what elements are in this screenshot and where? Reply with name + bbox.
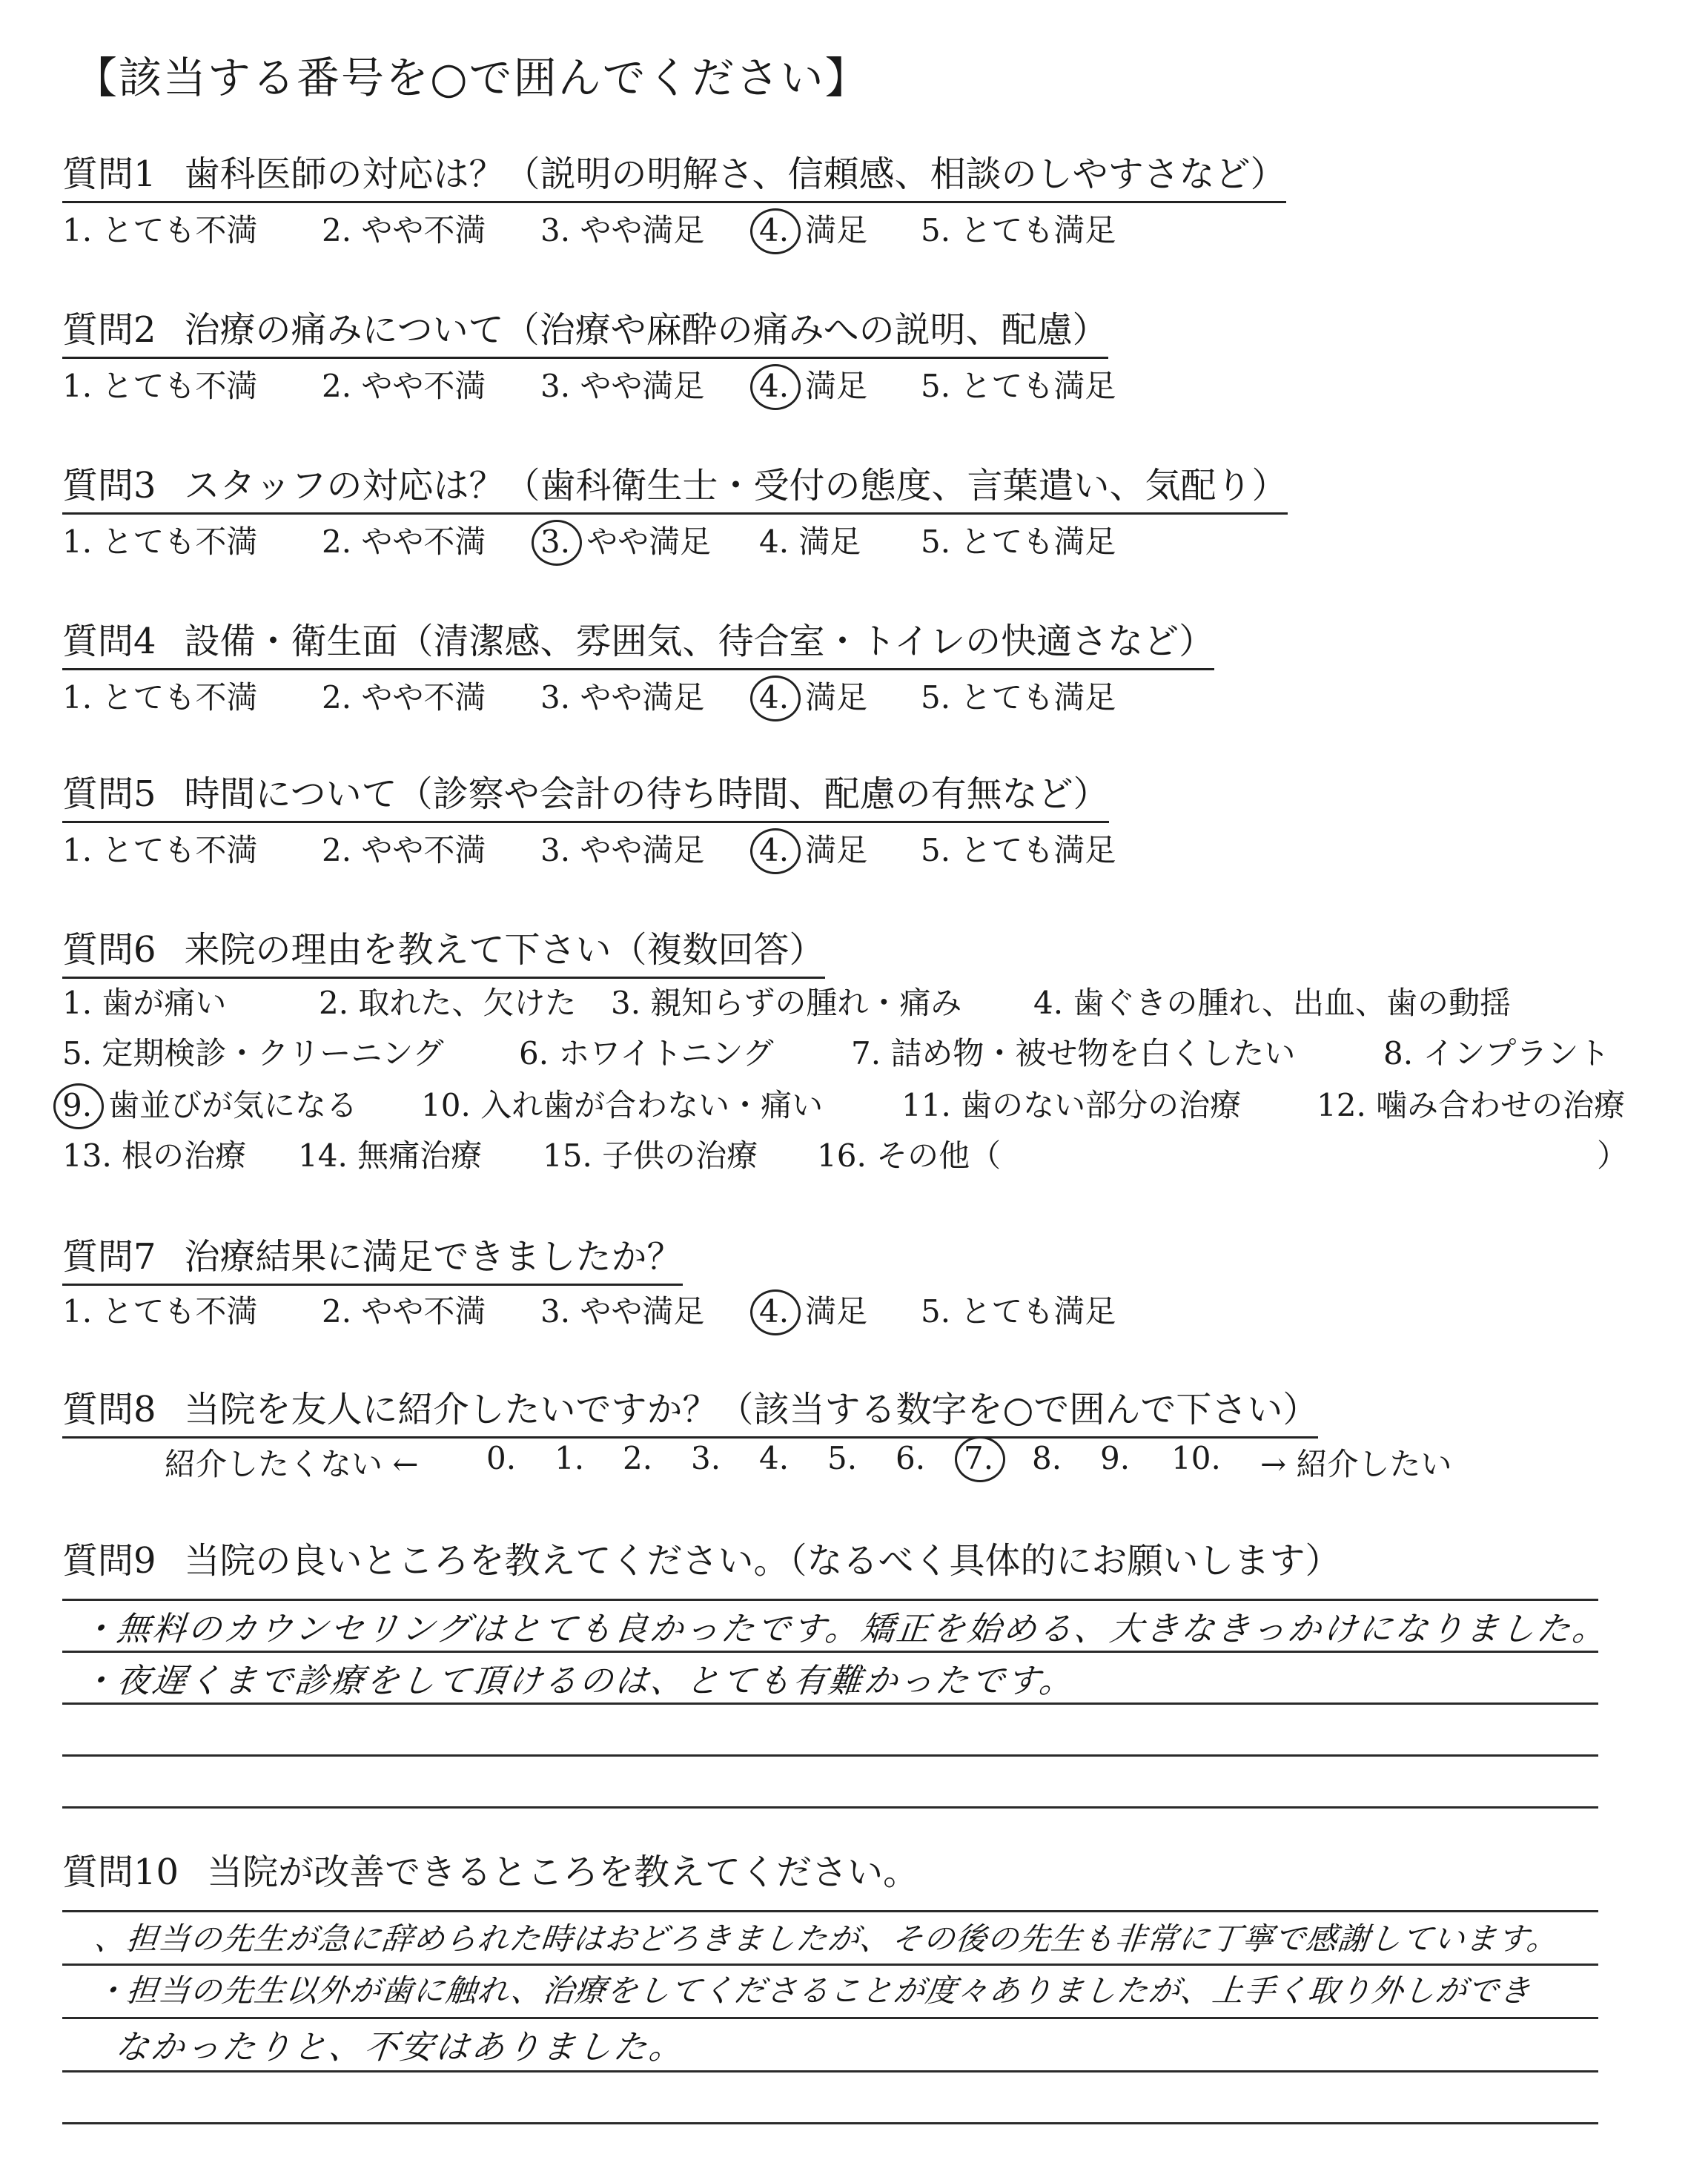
scale-2[interactable]: 2. bbox=[623, 1440, 653, 1476]
option-3[interactable]: 3. やや満足 bbox=[540, 832, 705, 868]
scale-4[interactable]: 4. bbox=[759, 1440, 790, 1476]
answer-line bbox=[62, 2017, 1598, 2019]
question-number: 質問1 bbox=[62, 153, 156, 195]
question-text: 当院を友人に紹介したいですか？（該当する数字を○で囲んで下さい） bbox=[184, 1389, 1319, 1430]
option-1[interactable]: 1. とても不満 bbox=[62, 212, 258, 248]
reason-14[interactable]: 14. 無痛治療 bbox=[298, 1137, 483, 1174]
scale-7-circled[interactable] bbox=[964, 1440, 1010, 1476]
answer-line bbox=[62, 1651, 1598, 1653]
scale-9[interactable]: 9. bbox=[1100, 1440, 1131, 1476]
reason-6[interactable]: 6. ホワイトニング bbox=[519, 1035, 774, 1071]
selected-number: 3. bbox=[540, 524, 571, 560]
option-1[interactable]: 1. とても不満 bbox=[62, 524, 258, 560]
selected-number: 4. bbox=[759, 212, 790, 248]
answer-line bbox=[62, 1964, 1598, 1966]
question-text: 治療の痛みについて（治療や麻酔の痛みへの説明、配慮） bbox=[184, 309, 1108, 351]
option-5[interactable]: 5. とても満足 bbox=[921, 524, 1116, 560]
question-5-heading bbox=[62, 765, 1109, 823]
option-4-circled[interactable] bbox=[759, 826, 867, 871]
reason-1[interactable]: 1. 歯が痛い bbox=[62, 985, 227, 1021]
answer-10-line-3[interactable]: なかったりと、不安はありました。 bbox=[113, 2027, 687, 2067]
option-5[interactable]: 5. とても満足 bbox=[921, 368, 1116, 404]
reason-15[interactable]: 15. 子供の治療 bbox=[543, 1137, 758, 1174]
question-number: 質問10 bbox=[62, 1852, 179, 1893]
answer-line bbox=[62, 1806, 1598, 1809]
question-8-heading bbox=[62, 1381, 1318, 1439]
scale-1[interactable]: 1. bbox=[555, 1440, 585, 1476]
reason-5[interactable]: 5. 定期検診・クリーニング bbox=[62, 1035, 444, 1071]
option-label: 満足 bbox=[805, 832, 868, 868]
question-number: 質問5 bbox=[62, 773, 156, 815]
answer-line bbox=[62, 2070, 1598, 2073]
answer-10-line-1[interactable]: 、担当の先生が急に辞められた時はおどろきましたが、その後の先生も非常に丁寧で感謝しています。 bbox=[93, 1920, 1560, 1957]
option-label: 歯並びが気になる bbox=[108, 1087, 358, 1123]
question-text: 治療結果に満足できましたか？ bbox=[184, 1236, 683, 1278]
reason-10[interactable]: 10. 入れ歯が合わない・痛い bbox=[421, 1087, 824, 1123]
question-text: 時間について（診察や会計の待ち時間、配慮の有無など） bbox=[184, 773, 1109, 815]
question-number: 質問4 bbox=[62, 621, 156, 662]
answer-9-line-1[interactable]: ・無料のカウンセリングはとても良かったです。矯正を始める、大きなきっかけになりました。 bbox=[79, 1609, 1610, 1648]
option-4-circled[interactable] bbox=[759, 206, 867, 251]
answer-9-line-2[interactable]: ・夜遅くまで診療をして頂けるのは、とても有難かったです。 bbox=[79, 1661, 1077, 1700]
question-number: 質問7 bbox=[62, 1236, 156, 1278]
reason-2[interactable]: 2. 取れた、欠けた bbox=[319, 985, 577, 1021]
selected-number: 4. bbox=[759, 679, 790, 716]
question-number: 質問6 bbox=[62, 929, 156, 971]
question-7-heading bbox=[62, 1228, 683, 1286]
option-4[interactable]: 4. 満足 bbox=[759, 524, 861, 560]
option-2[interactable]: 2. やや不満 bbox=[322, 679, 486, 716]
option-3[interactable]: 3. やや満足 bbox=[540, 212, 705, 248]
scale-6[interactable]: 6. bbox=[896, 1440, 926, 1476]
reason-13[interactable]: 13. 根の治療 bbox=[62, 1137, 247, 1174]
answer-line bbox=[62, 1754, 1598, 1757]
scale-right-label: → 紹介したい bbox=[1260, 1446, 1452, 1482]
other-close-paren: ） bbox=[1597, 1137, 1629, 1174]
option-label: やや満足 bbox=[586, 524, 712, 560]
reason-8[interactable]: 8. インプラント bbox=[1383, 1035, 1610, 1071]
option-5[interactable]: 5. とても満足 bbox=[921, 832, 1116, 868]
answer-line bbox=[62, 1702, 1598, 1705]
question-9-heading bbox=[62, 1532, 1341, 1588]
question-2-heading bbox=[62, 301, 1108, 359]
question-text: 来院の理由を教えて下さい（複数回答） bbox=[184, 929, 825, 971]
question-text: 当院が改善できるところを教えてください。 bbox=[207, 1852, 919, 1893]
option-1[interactable]: 1. とても不満 bbox=[62, 832, 258, 868]
reason-16-other[interactable]: 16. その他（ bbox=[817, 1137, 1002, 1174]
question-text: 設備・衛生面（清潔感、雰囲気、待合室・トイレの快適さなど） bbox=[184, 621, 1215, 662]
scale-5[interactable]: 5. bbox=[827, 1440, 858, 1476]
option-3-circled[interactable] bbox=[540, 518, 711, 562]
option-1[interactable]: 1. とても不満 bbox=[62, 368, 258, 404]
option-label: 満足 bbox=[805, 1293, 868, 1330]
selected-number: 7. bbox=[964, 1440, 994, 1476]
option-label: 満足 bbox=[805, 679, 868, 716]
question-number: 質問9 bbox=[62, 1540, 156, 1582]
option-3[interactable]: 3. やや満足 bbox=[540, 679, 705, 716]
question-text: 歯科医師の対応は？（説明の明解さ、信頼感、相談のしやすさなど） bbox=[184, 153, 1286, 195]
option-label: 満足 bbox=[805, 368, 868, 404]
option-2[interactable]: 2. やや不満 bbox=[322, 368, 486, 404]
question-number: 質問8 bbox=[62, 1389, 156, 1430]
option-5[interactable]: 5. とても満足 bbox=[921, 212, 1116, 248]
page-title: 【該当する番号を○で囲んでください】 bbox=[74, 53, 870, 103]
reason-3[interactable]: 3. 親知らずの腫れ・痛み bbox=[611, 985, 962, 1021]
option-2[interactable]: 2. やや不満 bbox=[322, 1293, 486, 1330]
option-label: 満足 bbox=[805, 212, 868, 248]
question-6-heading bbox=[62, 921, 825, 979]
option-3[interactable]: 3. やや満足 bbox=[540, 368, 705, 404]
scale-3[interactable]: 3. bbox=[691, 1440, 721, 1476]
reason-4[interactable]: 4. 歯ぐきの腫れ、出血、歯の動揺 bbox=[1033, 985, 1511, 1021]
answer-line bbox=[62, 1599, 1598, 1601]
answer-10-line-2[interactable]: ・担当の先生以外が歯に触れ、治療をしてくださることが度々ありましたが、上手く取り外しができ bbox=[93, 1972, 1533, 2009]
option-1[interactable]: 1. とても不満 bbox=[62, 1293, 258, 1330]
question-text: 当院の良いところを教えてください。（なるべく具体的にお願いします） bbox=[184, 1540, 1341, 1582]
reason-12[interactable]: 12. 噛み合わせの治療 bbox=[1317, 1087, 1626, 1123]
selected-number: 4. bbox=[759, 368, 790, 404]
option-4-circled[interactable] bbox=[759, 1287, 867, 1332]
reason-11[interactable]: 11. 歯のない部分の治療 bbox=[901, 1087, 1242, 1123]
reason-9-circled[interactable] bbox=[62, 1081, 357, 1126]
scale-0[interactable]: 0. bbox=[486, 1440, 517, 1476]
question-number: 質問3 bbox=[62, 465, 156, 506]
reason-7[interactable]: 7. 詰め物・被せ物を白くしたい bbox=[851, 1035, 1296, 1071]
option-3[interactable]: 3. やや満足 bbox=[540, 1293, 705, 1330]
question-3-heading bbox=[62, 457, 1288, 515]
question-4-heading bbox=[62, 612, 1214, 670]
selected-number: 4. bbox=[759, 832, 790, 868]
option-2[interactable]: 2. やや不満 bbox=[322, 524, 486, 560]
option-5[interactable]: 5. とても満足 bbox=[921, 1293, 1116, 1330]
question-10-heading bbox=[62, 1843, 918, 1899]
scale-left-label: 紹介したくない ← bbox=[165, 1446, 419, 1482]
question-number: 質問2 bbox=[62, 309, 156, 351]
option-5[interactable]: 5. とても満足 bbox=[921, 679, 1116, 716]
answer-line bbox=[62, 2122, 1598, 2124]
question-text: スタッフの対応は？（歯科衛生士・受付の態度、言葉遣い、気配り） bbox=[184, 465, 1288, 506]
option-4-circled[interactable] bbox=[759, 673, 867, 718]
selected-number: 9. bbox=[62, 1087, 93, 1123]
selected-number: 4. bbox=[759, 1293, 790, 1330]
option-2[interactable]: 2. やや不満 bbox=[322, 832, 486, 868]
option-4-circled[interactable] bbox=[759, 362, 867, 406]
scale-8[interactable]: 8. bbox=[1032, 1440, 1062, 1476]
option-1[interactable]: 1. とても不満 bbox=[62, 679, 258, 716]
option-2[interactable]: 2. やや不満 bbox=[322, 212, 486, 248]
answer-line bbox=[62, 1910, 1598, 1912]
question-1-heading bbox=[62, 145, 1286, 203]
scale-10[interactable]: 10. bbox=[1171, 1440, 1221, 1476]
